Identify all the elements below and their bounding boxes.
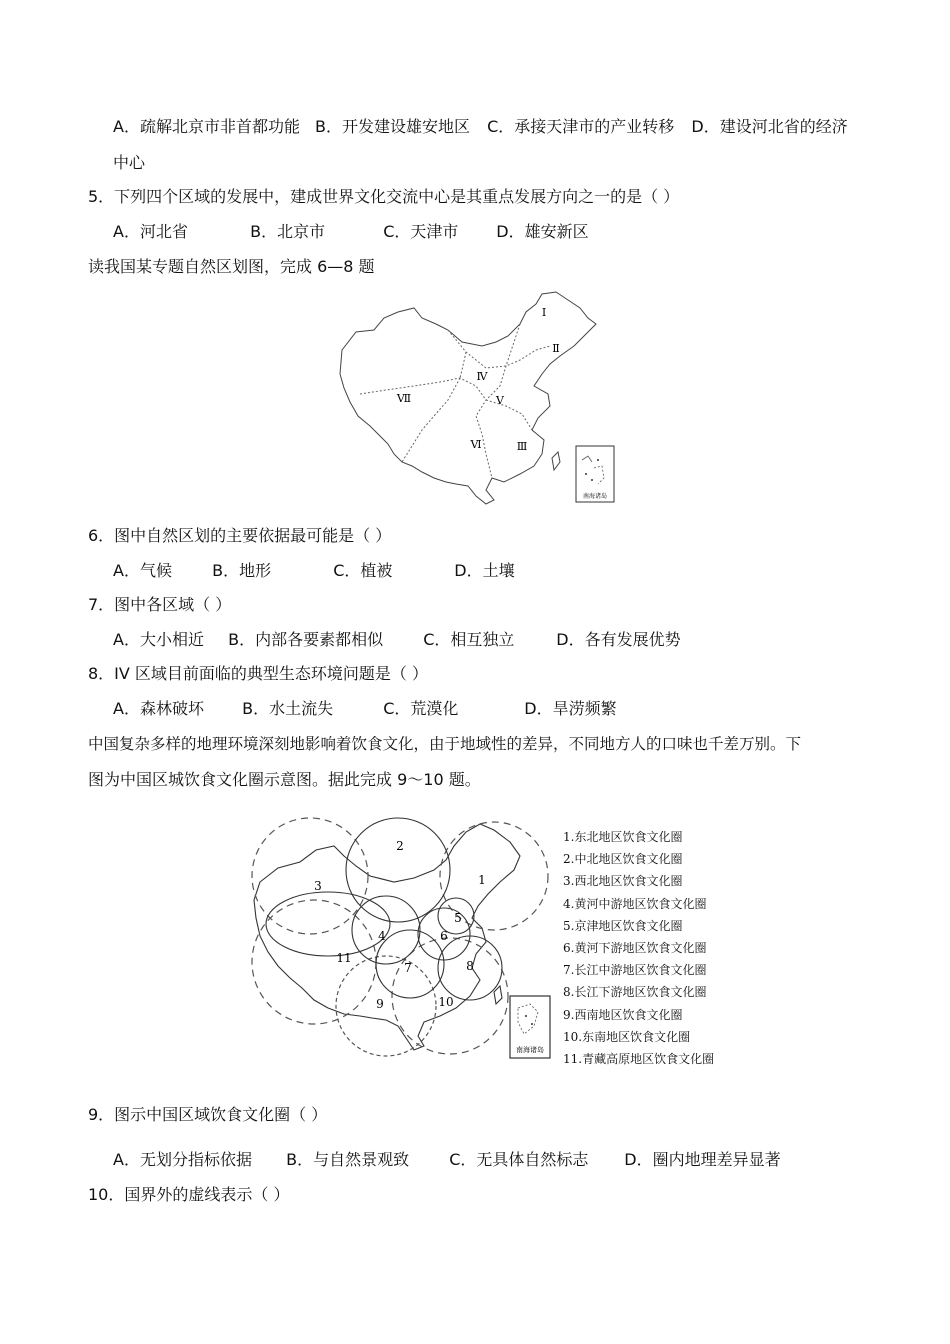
q4-option-d: D．建设河北省的经济	[691, 117, 848, 136]
q9-option-c: C．无具体自然标志	[449, 1150, 589, 1169]
inset-label-1: 南海诸岛	[582, 493, 608, 500]
region-label-1: Ⅰ	[541, 306, 547, 319]
intro-6-8: 读我国某专题自然区划图，完成 6—8 题	[88, 257, 375, 276]
q4-option-a: A．疏解北京市非首都功能	[113, 117, 300, 136]
q4-option-d-continued: 中心	[113, 153, 146, 172]
legend-item-6: 6.黄河下游地区饮食文化圈	[563, 941, 707, 956]
q4-options-row	[113, 116, 848, 138]
q7-option-b: B．内部各要素都相似	[228, 630, 384, 649]
legend-item-11: 11.青藏高原地区饮食文化圈	[563, 1052, 715, 1067]
circle-number-11: 11	[336, 951, 352, 965]
legend-item-4: 4.黄河中游地区饮食文化圈	[563, 896, 707, 911]
q6-option-d: D．土壤	[454, 561, 515, 580]
q4-option-c: C．承接天津市的产业转移	[487, 117, 675, 136]
q7-options-row	[113, 629, 681, 651]
q7-stem: 7．图中各区域（ ）	[88, 595, 232, 614]
south-china-sea-inset-2	[510, 996, 550, 1058]
q9-option-b: B．与自然景观致	[286, 1150, 410, 1169]
q8-option-c: C．荒漠化	[383, 699, 459, 718]
south-china-sea-inset-1	[576, 446, 614, 502]
circle-number-8: 8	[466, 959, 474, 973]
circle-number-2: 2	[396, 839, 404, 853]
q7-option-a: A．大小相近	[113, 630, 204, 649]
food-culture-circle-map	[248, 812, 556, 1074]
circle-number-7: 7	[404, 961, 412, 975]
q6-options-row	[113, 560, 515, 582]
q10-stem: 10．国界外的虚线表示（ ）	[88, 1185, 290, 1204]
q5-stem: 5．下列四个区域的发展中，建成世界文化交流中心是其重点发展方向之一的是（ ）	[88, 187, 680, 206]
circle-number-9: 9	[376, 997, 384, 1011]
q6-option-b: B．地形	[212, 561, 272, 580]
china-outline	[340, 292, 596, 504]
q4-option-b: B．开发建设雄安地区	[315, 117, 471, 136]
q8-option-d: D．旱涝频繁	[524, 699, 617, 718]
legend-item-3: 3.西北地区饮食文化圈	[563, 874, 683, 889]
region-label-4: Ⅳ	[476, 370, 488, 383]
circle-number-6: 6	[440, 929, 448, 943]
intro-9-10-line1: 中国复杂多样的地理环境深刻地影响着饮食文化，由于地域性的差异，不同地方人的口味也千差万别。下	[88, 735, 802, 753]
q9-option-a: A．无划分指标依据	[113, 1150, 252, 1169]
taiwan-outline-2	[494, 986, 502, 1004]
region-label-5: Ⅴ	[496, 394, 504, 407]
q8-options-row	[113, 698, 617, 720]
inset-label-2: 南海诸岛	[516, 1046, 544, 1054]
q5-option-b: B．北京市	[250, 222, 326, 241]
region-label-6: Ⅵ	[470, 438, 482, 451]
circle-number-5: 5	[454, 911, 462, 925]
q5-option-d: D．雄安新区	[496, 222, 589, 241]
circle-number-10: 10	[438, 995, 454, 1009]
legend-item-5: 5.京津地区饮食文化圈	[563, 918, 683, 933]
food-culture-legend	[563, 826, 714, 1070]
q7-option-d: D．各有发展优势	[556, 630, 681, 649]
region-label-2: Ⅱ	[552, 342, 560, 355]
circle-3-northwest	[252, 818, 368, 934]
q7-option-c: C．相互独立	[423, 630, 515, 649]
q8-option-b: B．水土流失	[242, 699, 334, 718]
region-label-3: Ⅲ	[516, 440, 528, 453]
q6-option-c: C．植被	[333, 561, 393, 580]
legend-item-2: 2.中北地区饮食文化圈	[563, 852, 683, 867]
q5-option-c: C．天津市	[383, 222, 459, 241]
intro-9-10-line2: 图为中国区城饮食文化圈示意图。据此完成 9～10 题。	[88, 770, 481, 789]
q6-stem: 6．图中自然区划的主要依据最可能是（ ）	[88, 526, 392, 545]
taiwan-outline	[552, 452, 560, 470]
circle-number-4: 4	[378, 929, 386, 943]
legend-item-10: 10.东南地区饮食文化圈	[563, 1029, 691, 1044]
china-outline-2	[254, 824, 520, 1050]
q5-option-a: A．河北省	[113, 222, 188, 241]
q8-option-a: A．森林破坏	[113, 699, 204, 718]
circle-number-3: 3	[314, 879, 322, 893]
legend-item-7: 7.长江中游地区饮食文化圈	[563, 963, 707, 978]
region-label-7: Ⅶ	[396, 392, 412, 405]
q5-options-row	[113, 221, 589, 243]
natural-region-map	[336, 290, 618, 506]
q9-stem: 9．图示中国区域饮食文化圈（ ）	[88, 1105, 328, 1124]
q8-stem: 8．IV 区域目前面临的典型生态环境问题是（ ）	[88, 664, 429, 683]
legend-item-8: 8.长江下游地区饮食文化圈	[563, 985, 707, 1000]
circle-number-1: 1	[478, 873, 486, 887]
q9-options-row	[113, 1149, 781, 1171]
legend-item-1: 1.东北地区饮食文化圈	[563, 830, 683, 844]
q6-option-a: A．气候	[113, 561, 172, 580]
q9-option-d: D．圈内地理差异显著	[624, 1150, 781, 1169]
legend-item-9: 9.西南地区饮食文化圈	[563, 1007, 683, 1022]
